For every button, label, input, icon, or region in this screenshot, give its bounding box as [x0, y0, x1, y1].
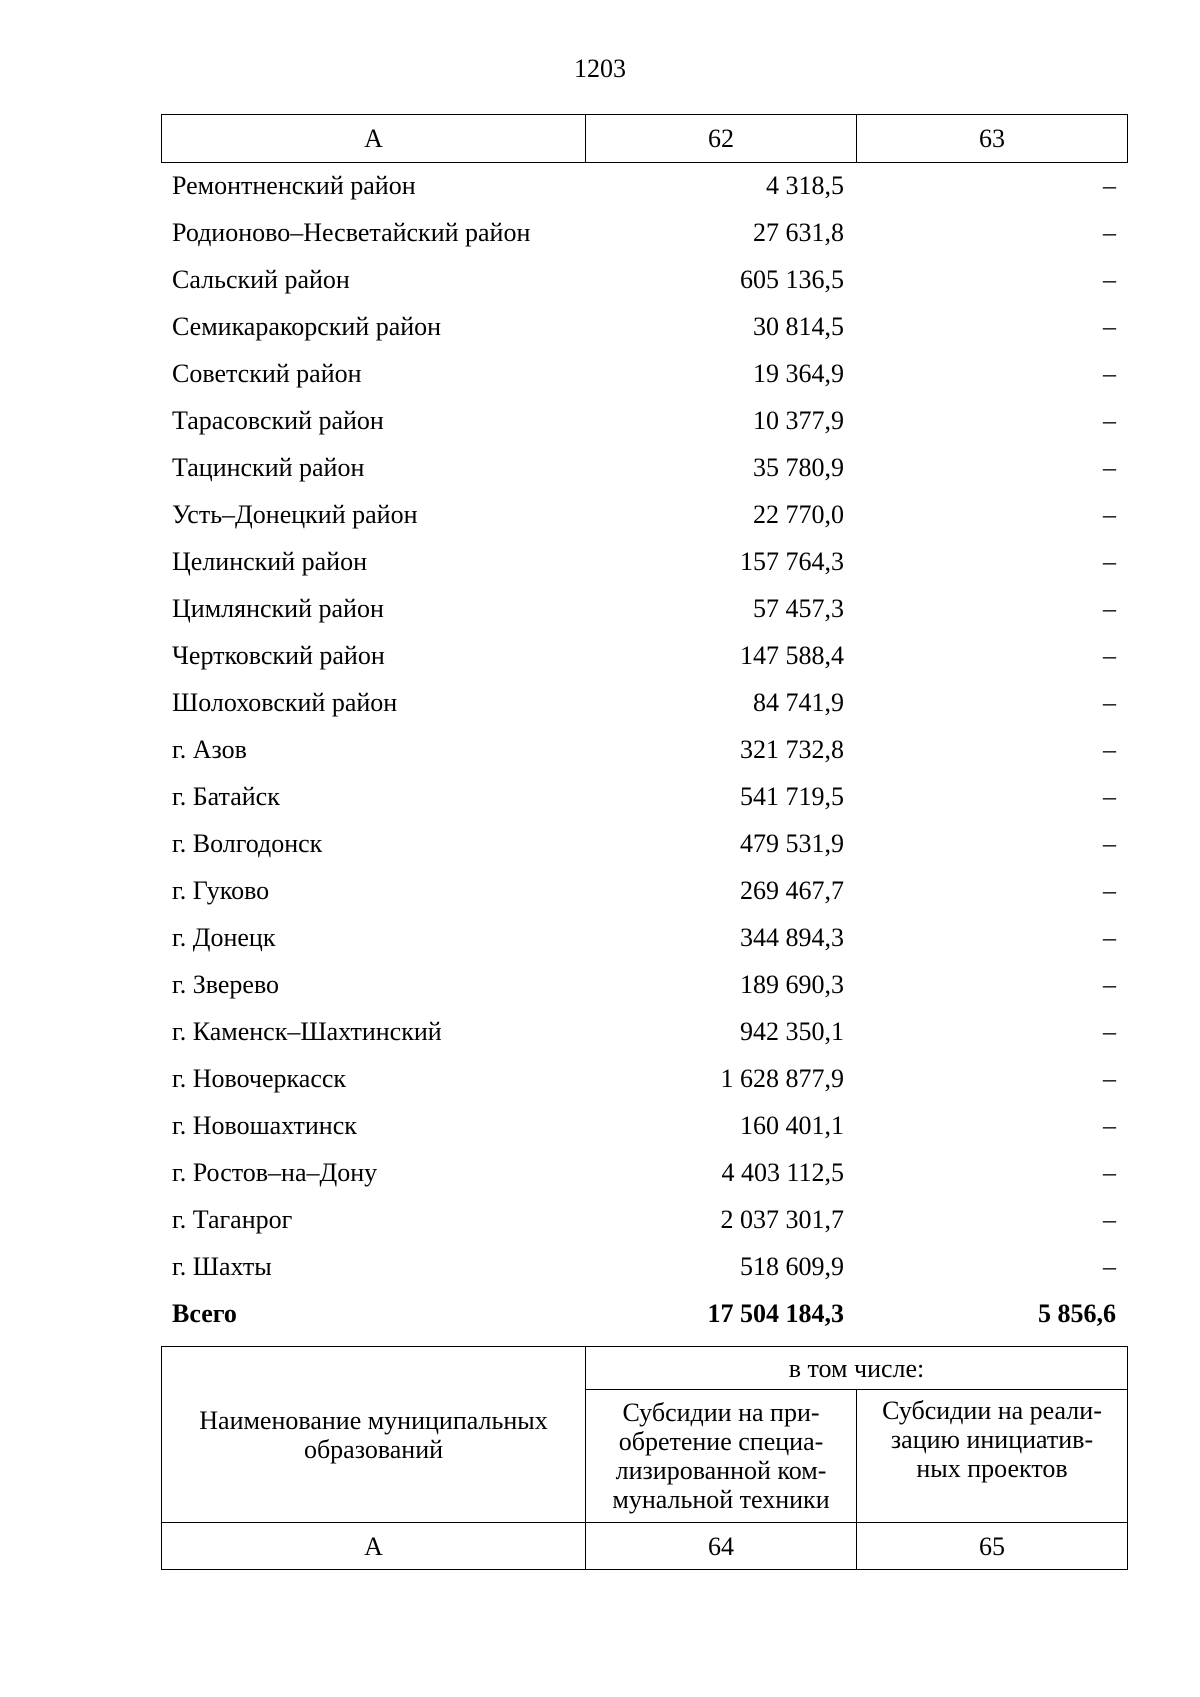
- total-value-62: 17 504 184,3: [707, 1298, 844, 1328]
- bottom-col-65: 65: [857, 1523, 1128, 1570]
- table-row: [161, 162, 1127, 209]
- municipality-name: Чертковский район: [172, 640, 385, 670]
- value-col-62: 10 377,9: [753, 405, 844, 435]
- value-col-63: –: [1103, 170, 1116, 200]
- value-col-62: 344 894,3: [740, 922, 844, 952]
- value-col-62: 518 609,9: [740, 1251, 844, 1281]
- value-col-62: 1 628 877,9: [720, 1063, 844, 1093]
- value-col-62: 321 732,8: [740, 734, 844, 764]
- value-col-62: 30 814,5: [753, 311, 844, 341]
- municipality-name: г. Ростов–на–Дону: [172, 1157, 378, 1187]
- value-col-63: –: [1103, 311, 1116, 341]
- table-row: [161, 538, 1127, 585]
- table-row: [161, 1149, 1127, 1196]
- municipality-name: Родионово–Несветайский район: [172, 217, 531, 247]
- header-col-63: 63: [857, 115, 1128, 163]
- municipality-name: г. Батайск: [172, 781, 280, 811]
- value-col-62: 57 457,3: [753, 593, 844, 623]
- col-64-title-cell: [586, 1390, 857, 1523]
- bottom-header-group-row: [162, 1347, 1128, 1390]
- municipality-name: г. Каменск–Шахтинский: [172, 1016, 442, 1046]
- municipality-name: Тарасовский район: [172, 405, 384, 435]
- header-col-a: А: [162, 115, 586, 163]
- value-col-63: –: [1103, 405, 1116, 435]
- municipality-name: г. Гуково: [172, 875, 270, 905]
- value-col-63: –: [1103, 1204, 1116, 1234]
- value-col-62: 605 136,5: [740, 264, 844, 294]
- value-col-62: 84 741,9: [753, 687, 844, 717]
- municipality-name: г. Волгодонск: [172, 828, 323, 858]
- table-row: [161, 444, 1127, 491]
- municipality-name: Ремонтненский район: [172, 170, 416, 200]
- table-row: [161, 1055, 1127, 1102]
- value-col-63: –: [1103, 687, 1116, 717]
- value-col-63: –: [1103, 1157, 1116, 1187]
- value-col-62: 157 764,3: [740, 546, 844, 576]
- municipality-name: г. Новошахтинск: [172, 1110, 357, 1140]
- municipality-name: Усть–Донецкий район: [172, 499, 418, 529]
- total-label: Всего: [172, 1298, 237, 1328]
- value-col-62: 27 631,8: [753, 217, 844, 247]
- municipality-name: г. Таганрог: [172, 1204, 293, 1234]
- municipality-name: Целинский район: [172, 546, 367, 576]
- table-row: [161, 820, 1127, 867]
- municipality-name: г. Шахты: [172, 1251, 272, 1281]
- page-number: 1203: [574, 54, 626, 83]
- col-64-title: Субсидии на при-обретение специа-лизированной ком-мунальной техники: [612, 1398, 830, 1514]
- table-row: [161, 679, 1127, 726]
- bottom-header-letters-row: [162, 1523, 1128, 1570]
- data-table: [161, 162, 1127, 1337]
- bottom-header-table: [161, 1346, 1128, 1570]
- municipality-name-header: [162, 1347, 586, 1523]
- municipality-name: Семикаракорский район: [172, 311, 442, 341]
- value-col-62: 189 690,3: [740, 969, 844, 999]
- including-header: в том числе:: [586, 1347, 1128, 1390]
- data-table-body: [161, 162, 1127, 1337]
- value-col-63: –: [1103, 264, 1116, 294]
- value-col-63: –: [1103, 452, 1116, 482]
- value-col-63: –: [1103, 217, 1116, 247]
- table-row: [161, 961, 1127, 1008]
- value-col-62: 4 403 112,5: [721, 1157, 844, 1187]
- bottom-col-64: 64: [586, 1523, 857, 1570]
- value-col-62: 160 401,1: [740, 1110, 844, 1140]
- table-row: [161, 491, 1127, 538]
- municipality-name: Шолоховский район: [172, 687, 398, 717]
- municipality-name: Тацинский район: [172, 452, 365, 482]
- table-row: [161, 303, 1127, 350]
- header-col-62: 62: [586, 115, 857, 163]
- municipality-name: г. Азов: [172, 734, 247, 764]
- value-col-63: –: [1103, 969, 1116, 999]
- value-col-62: 2 037 301,7: [720, 1204, 844, 1234]
- value-col-62: 269 467,7: [740, 875, 844, 905]
- municipality-name: Сальский район: [172, 264, 350, 294]
- value-col-63: –: [1103, 640, 1116, 670]
- top-header-row: [162, 115, 1128, 163]
- col-65-title-cell: [857, 1390, 1128, 1523]
- table-row: [161, 256, 1127, 303]
- value-col-62: 942 350,1: [740, 1016, 844, 1046]
- total-value-63: 5 856,6: [1038, 1298, 1116, 1328]
- municipality-name: г. Новочеркасск: [172, 1063, 347, 1093]
- value-col-63: –: [1103, 1110, 1116, 1140]
- value-col-63: –: [1103, 922, 1116, 952]
- table-row: [161, 1243, 1127, 1290]
- total-row: [161, 1290, 1127, 1337]
- table-row: [161, 1102, 1127, 1149]
- value-col-63: –: [1103, 1016, 1116, 1046]
- value-col-63: –: [1103, 1063, 1116, 1093]
- value-col-63: –: [1103, 593, 1116, 623]
- value-col-63: –: [1103, 828, 1116, 858]
- value-col-63: –: [1103, 499, 1116, 529]
- value-col-62: 19 364,9: [753, 358, 844, 388]
- bottom-col-a: А: [162, 1523, 586, 1570]
- municipality-name: г. Зверево: [172, 969, 280, 999]
- table-row: [161, 350, 1127, 397]
- table-row: [161, 632, 1127, 679]
- value-col-62: 479 531,9: [740, 828, 844, 858]
- municipality-name: г. Донецк: [172, 922, 276, 952]
- value-col-63: –: [1103, 875, 1116, 905]
- value-col-63: –: [1103, 781, 1116, 811]
- value-col-62: 35 780,9: [753, 452, 844, 482]
- value-col-63: –: [1103, 1251, 1116, 1281]
- value-col-62: 147 588,4: [740, 640, 844, 670]
- table-row: [161, 773, 1127, 820]
- table-row: [161, 1008, 1127, 1055]
- table-row: [161, 209, 1127, 256]
- table-row: [161, 585, 1127, 632]
- value-col-63: –: [1103, 546, 1116, 576]
- table-row: [161, 914, 1127, 961]
- value-col-63: –: [1103, 358, 1116, 388]
- value-col-62: 22 770,0: [753, 499, 844, 529]
- value-col-63: –: [1103, 734, 1116, 764]
- table-row: [161, 726, 1127, 773]
- table-row: [161, 867, 1127, 914]
- municipality-name: Советский район: [172, 358, 362, 388]
- table-row: [161, 1196, 1127, 1243]
- top-header-table: [161, 114, 1128, 163]
- municipality-name: Цимлянский район: [172, 593, 384, 623]
- col-65-title: Субсидии на реали-зацию инициатив-ных проектов: [882, 1396, 1102, 1483]
- value-col-62: 4 318,5: [766, 170, 844, 200]
- table-row: [161, 397, 1127, 444]
- municipality-name-header-text: Наименование муниципальных образований: [199, 1405, 548, 1464]
- value-col-62: 541 719,5: [740, 781, 844, 811]
